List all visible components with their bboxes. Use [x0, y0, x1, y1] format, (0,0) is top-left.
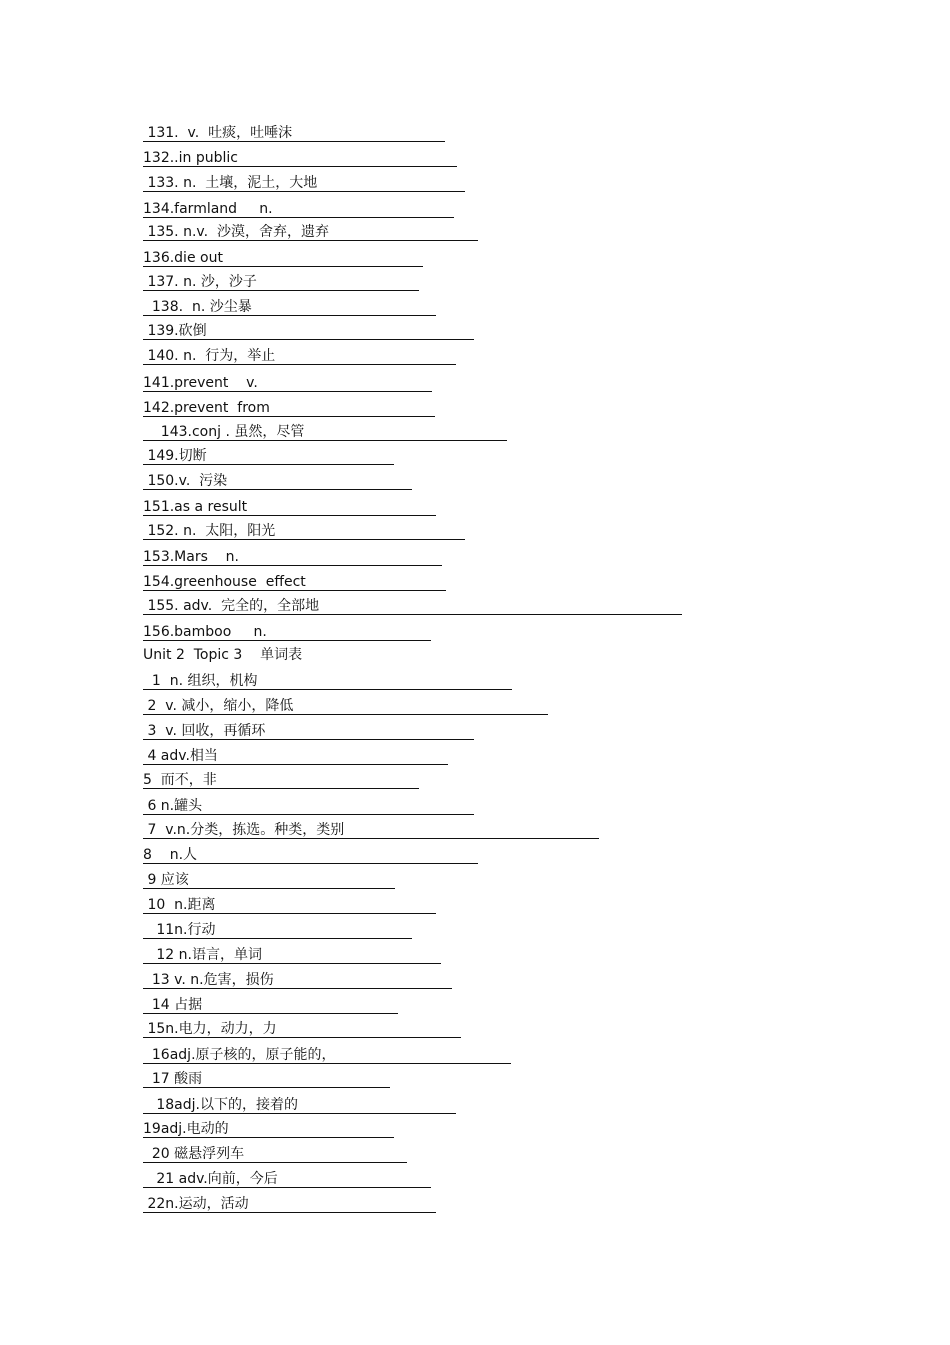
vocab-line-7: 7 v.n.分类，拣选。种类，类别: [143, 821, 599, 839]
vocab-line-19: 19adj.电动的: [143, 1120, 394, 1138]
vocab-line-2: 2 v. 减小，缩小，降低: [143, 697, 548, 715]
vocab-line-133: 133. n. 土壤，泥土，大地: [143, 174, 465, 192]
vocab-line-15: 15n.电力，动力，力: [143, 1020, 461, 1038]
vocab-line-10: 10 n.距离: [143, 896, 436, 914]
vocab-line-138: 138. n. 沙尘暴: [143, 298, 436, 316]
section-heading: Unit 2 Topic 3 单词表: [143, 647, 303, 663]
vocab-line-5: 5 而不，非: [143, 771, 419, 789]
vocab-line-151: 151.as a result: [143, 498, 436, 516]
vocab-line-141: 141.prevent v.: [143, 374, 432, 392]
vocab-line-154: 154.greenhouse effect: [143, 573, 446, 591]
vocab-line-4: 4 adv.相当: [143, 747, 448, 765]
vocab-line-18: 18adj.以下的，接着的: [143, 1096, 456, 1114]
vocab-line-22: 22n.运动，活动: [143, 1195, 436, 1213]
vocab-line-136: 136.die out: [143, 249, 423, 267]
vocab-line-131: 131. v. 吐痰，吐唾沫: [143, 124, 445, 142]
vocab-line-17: 17 酸雨: [143, 1070, 390, 1088]
vocab-line-135: 135. n.v. 沙漠，舍弃，遗弃: [143, 223, 478, 241]
vocab-line-142: 142.prevent from: [143, 399, 435, 417]
vocab-line-14: 14 占据: [143, 996, 398, 1014]
vocab-line-21: 21 adv.向前，今后: [143, 1170, 431, 1188]
vocab-line-6: 6 n.罐头: [143, 797, 474, 815]
vocab-line-20: 20 磁悬浮列车: [143, 1145, 407, 1163]
vocab-line-12: 12 n.语言，单词: [143, 946, 441, 964]
vocab-line-13: 13 v. n.危害，损伤: [143, 971, 452, 989]
vocab-line-11: 11n.行动: [143, 921, 412, 939]
vocab-line-143: 143.conj . 虽然，尽管: [143, 423, 507, 441]
vocab-line-3: 3 v. 回收，再循环: [143, 722, 474, 740]
vocab-line-137: 137. n. 沙，沙子: [143, 273, 419, 291]
vocab-line-140: 140. n. 行为，举止: [143, 347, 456, 365]
vocab-line-150: 150.v. 污染: [143, 472, 412, 490]
vocab-line-16: 16adj.原子核的，原子能的，: [143, 1046, 511, 1064]
vocab-line-156: 156.bamboo n.: [143, 623, 431, 641]
vocab-line-9: 9 应该: [143, 871, 395, 889]
vocab-line-153: 153.Mars n.: [143, 548, 442, 566]
vocab-line-155: 155. adv. 完全的，全部地: [143, 597, 682, 615]
vocab-line-132: 132..in public: [143, 149, 457, 167]
vocab-line-1: 1 n. 组织，机构: [143, 672, 512, 690]
vocab-line-134: 134.farmland n.: [143, 200, 454, 218]
vocab-line-139: 139.砍倒: [143, 322, 474, 340]
vocab-line-8: 8 n.人: [143, 846, 478, 864]
vocab-line-152: 152. n. 太阳，阳光: [143, 522, 465, 540]
vocab-line-149: 149.切断: [143, 447, 394, 465]
